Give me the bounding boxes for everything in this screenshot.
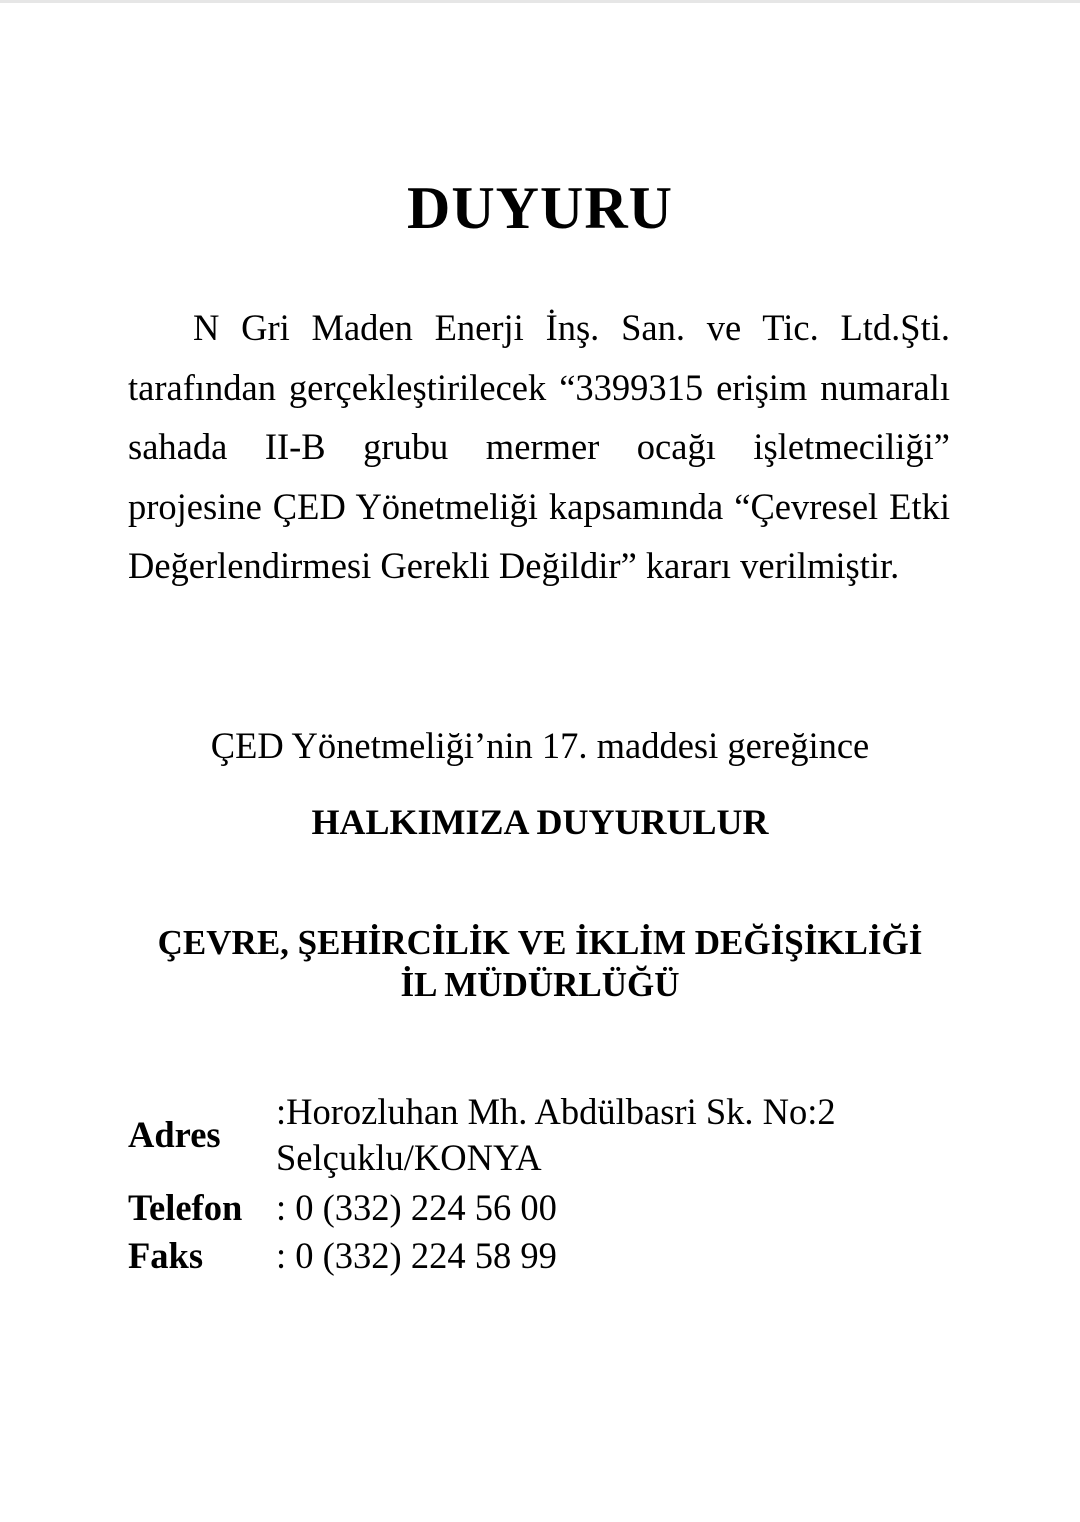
public-announcement-heading: HALKIMIZA DUYURULUR bbox=[311, 802, 769, 842]
directorate-line-2: İL MÜDÜRLÜĞÜ bbox=[400, 965, 680, 1004]
document-title: DUYURU bbox=[407, 175, 673, 241]
body-paragraph: N Gri Maden Enerji İnş. San. ve Tic. Ltd.Şti. tarafından gerçekleştirilecek “3399315 erişim numaralı sahada II-B grubu mermer ocağı işletmeciliği” projesine ÇED Yönetmeliği kapsamında “Çevresel Etki Değerlendirmesi Gerekli Değildir” kararı verilmiştir. bbox=[128, 307, 950, 586]
address-line-1: :Horozluhan Mh. Abdülbasri Sk. No:2 bbox=[276, 1091, 836, 1132]
phone-row bbox=[128, 1186, 950, 1234]
phone-value: : 0 (332) 224 56 00 bbox=[276, 1187, 557, 1228]
contact-block bbox=[128, 1090, 950, 1282]
address-label: Adres bbox=[128, 1114, 221, 1155]
fax-value: : 0 (332) 224 58 99 bbox=[276, 1235, 557, 1276]
fax-label: Faks bbox=[128, 1235, 204, 1276]
phone-label: Telefon bbox=[128, 1187, 243, 1228]
address-line-2: Selçuklu/KONYA bbox=[276, 1137, 542, 1178]
address-row bbox=[128, 1090, 950, 1186]
directorate-line-1: ÇEVRE, ŞEHİRCİLİK VE İKLİM DEĞİŞİKLİĞİ bbox=[157, 923, 923, 962]
regulation-article-line: ÇED Yönetmeliği’nin 17. maddesi gereğince bbox=[210, 725, 870, 766]
fax-row bbox=[128, 1234, 950, 1282]
issuing-directorate bbox=[0, 922, 1080, 1006]
